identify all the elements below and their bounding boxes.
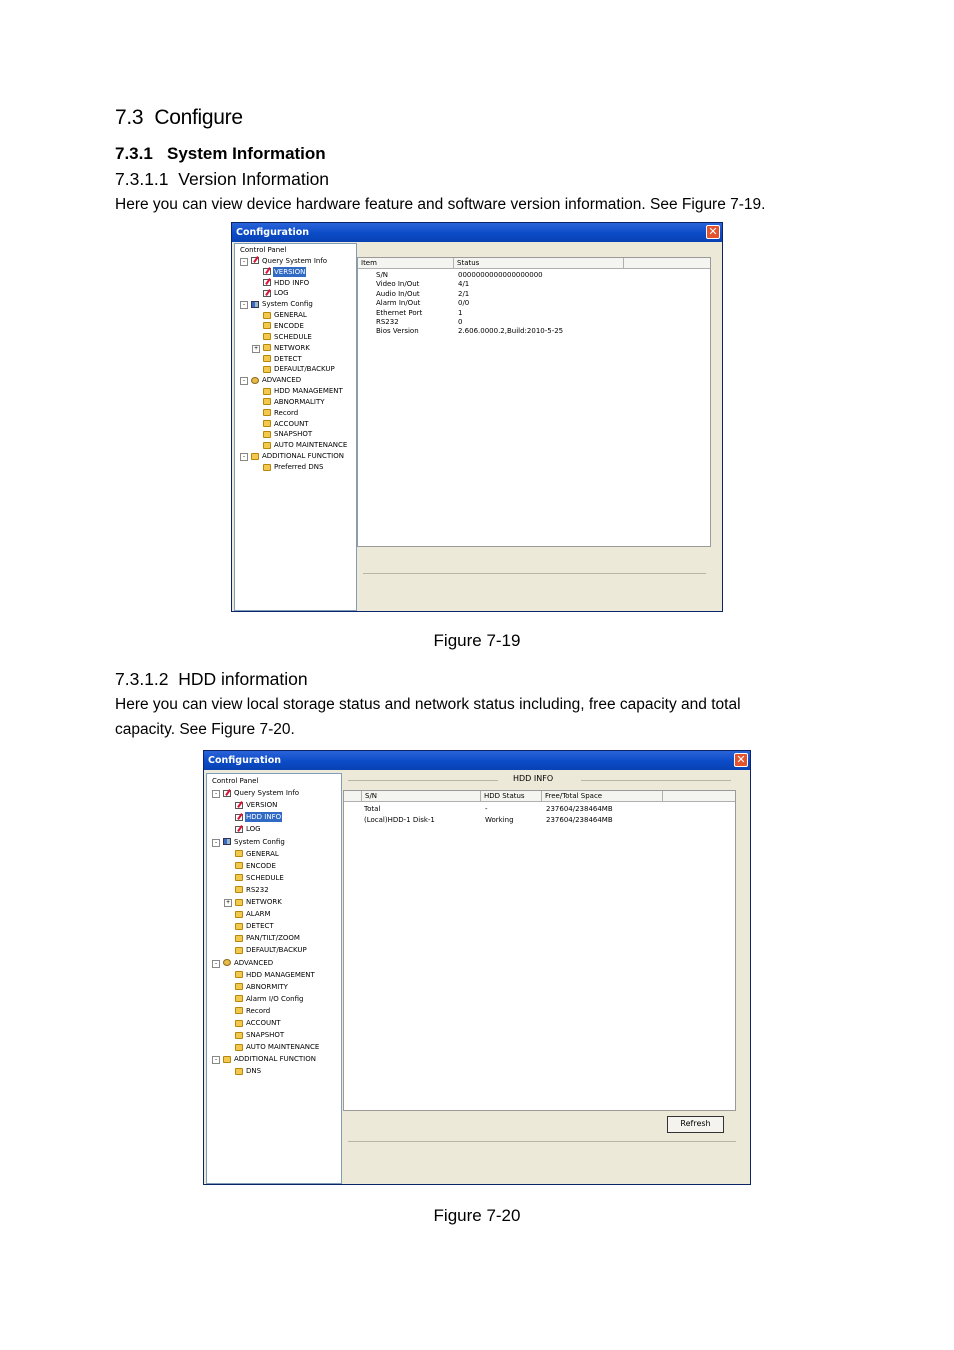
tree-item-label: VERSION	[274, 267, 306, 276]
folder-icon	[263, 366, 271, 373]
folder-icon	[263, 442, 271, 449]
collapse-icon[interactable]: -	[240, 258, 248, 266]
tree-item-record[interactable]	[263, 408, 299, 418]
column-header-item[interactable]: Item	[358, 258, 454, 269]
tree-item-label: HDD INFO	[246, 813, 282, 822]
tree-item-general[interactable]	[235, 849, 280, 859]
adv-icon	[223, 959, 231, 966]
folder-icon	[235, 1020, 243, 1027]
cfg-icon	[223, 838, 231, 845]
table-cell: S/N	[376, 271, 389, 279]
tree-item-advanced[interactable]	[223, 958, 274, 968]
table-cell: (Local)HDD-1 Disk-1	[364, 816, 435, 824]
tree-item-system-config[interactable]	[251, 299, 314, 309]
folder-icon	[235, 886, 243, 893]
folder-icon	[263, 344, 271, 351]
folder-icon	[235, 1007, 243, 1014]
edit-icon	[235, 814, 243, 821]
folder-icon	[235, 935, 243, 942]
table-cell: 2.606.0000.2,Build:2010-5-25	[458, 327, 564, 336]
tree-item-query-system-info[interactable]	[251, 256, 328, 266]
tree-item-rs232[interactable]	[235, 885, 270, 895]
tree-item-label: DNS	[246, 1067, 262, 1076]
folder-icon	[263, 322, 271, 329]
configuration-window-hdd	[203, 750, 751, 1185]
tree-item-detect[interactable]	[263, 354, 303, 364]
folder-icon	[263, 312, 271, 319]
folder-icon	[263, 355, 271, 362]
tree-item-hdd-info[interactable]	[235, 812, 282, 822]
configuration-window-version	[231, 222, 723, 612]
tree-item-record[interactable]	[235, 1006, 271, 1016]
subsection-heading	[115, 144, 326, 164]
tree-item-label: ACCOUNT	[274, 419, 309, 428]
tree-item-alarm-i-o-config[interactable]	[235, 994, 304, 1004]
section-heading	[115, 106, 243, 130]
divider	[363, 573, 706, 574]
edit-icon	[263, 290, 271, 297]
folder-icon	[235, 1032, 243, 1039]
table-cell: Total	[364, 805, 381, 813]
tree-item-label: AUTO MAINTENANCE	[274, 441, 348, 450]
tree-item-account[interactable]	[235, 1018, 282, 1028]
subsection-number: 7.3.1	[115, 144, 153, 163]
edit-icon	[263, 268, 271, 275]
window-titlebar[interactable]: Configuration	[232, 223, 722, 242]
divider	[348, 1141, 736, 1142]
table-cell: 0	[458, 318, 463, 326]
folder-icon	[235, 947, 243, 954]
tree-item-log[interactable]	[235, 824, 262, 834]
tree-item-label: HDD INFO	[274, 278, 310, 287]
table-cell: Alarm In/Out	[376, 299, 421, 308]
tree-item-label: NETWORK	[274, 343, 310, 352]
tree-item-version[interactable]	[263, 267, 306, 277]
tree-item-label: ENCODE	[246, 861, 276, 870]
tree-item-label: Control Panel	[212, 777, 259, 785]
tree-item-label: ACCOUNT	[246, 1019, 281, 1027]
folder-icon	[235, 850, 243, 857]
edit-icon	[251, 257, 259, 264]
column-header-empty	[624, 258, 711, 269]
table-cell: 237604/238464MB	[546, 816, 613, 824]
folder-icon	[263, 409, 271, 416]
folder-icon	[235, 1044, 243, 1051]
collapse-icon[interactable]: -	[212, 790, 220, 798]
folder-icon	[235, 862, 243, 869]
folder-icon	[263, 431, 271, 438]
folder-icon	[263, 388, 271, 395]
table-cell: 1	[458, 308, 463, 317]
collapse-icon[interactable]: -	[240, 377, 248, 385]
folder-icon	[235, 983, 243, 990]
tree-item-system-config[interactable]	[223, 837, 286, 847]
tree-item-label: Record	[274, 408, 299, 417]
collapse-icon[interactable]: -	[212, 1056, 220, 1064]
tree-item-alarm[interactable]	[235, 909, 272, 919]
tree-item-label: System Config	[234, 837, 285, 846]
folder-icon	[251, 453, 259, 460]
tree-item-label: ADVANCED	[262, 376, 302, 385]
tree-item-auto-maintenance[interactable]	[263, 440, 348, 450]
tree-item-network[interactable]	[263, 343, 311, 353]
table-cell: RS232	[376, 318, 399, 326]
tree-item-label: ADDITIONAL FUNCTION	[234, 1055, 316, 1064]
tree-item-default-backup[interactable]	[263, 364, 336, 374]
tree-item-hdd-management[interactable]	[235, 970, 316, 980]
tree-item-additional-function[interactable]	[251, 451, 345, 461]
tree-item-label: System Config	[262, 300, 313, 309]
subsection-title: System Information	[166, 144, 326, 163]
tree-item-account[interactable]	[263, 419, 310, 429]
version-title: Version Information	[178, 169, 330, 189]
tree-item-label: AUTO MAINTENANCE	[246, 1043, 320, 1052]
tree-item-pan-tilt-zoom[interactable]	[235, 933, 301, 943]
tree-item-label: ABNORMALITY	[274, 397, 325, 406]
folder-icon	[263, 420, 271, 427]
section-number: 7.3	[115, 106, 144, 129]
tree-item-label: NETWORK	[246, 898, 282, 906]
hdd-title: HDD information	[178, 669, 308, 689]
tree-item-label: DEFAULT/BACKUP	[274, 365, 335, 374]
tree-item-label: HDD MANAGEMENT	[246, 970, 315, 979]
tree-item-log[interactable]	[263, 288, 290, 298]
folder-icon	[235, 899, 243, 906]
folder-icon	[235, 874, 243, 881]
tree-item-label: VERSION	[246, 801, 278, 810]
tree-item-label: GENERAL	[246, 849, 279, 858]
tree-item-snapshot[interactable]	[235, 1030, 285, 1040]
close-button[interactable]: ✕	[734, 753, 748, 767]
edit-icon	[263, 279, 271, 286]
tree-item-label: SCHEDULE	[274, 332, 312, 341]
collapse-icon[interactable]: -	[212, 839, 220, 847]
tree-item-label: DETECT	[274, 354, 302, 363]
hdd-description-line2: capacity. See Figure 7-20.	[115, 721, 295, 738]
table-cell: 4/1	[458, 280, 470, 289]
tree-item-label: ABNORMITY	[246, 982, 288, 991]
version-description: Here you can view device hardware feature and software version information. See Figure 7-19.	[115, 196, 766, 213]
folder-icon	[223, 1056, 231, 1063]
tree-item-control-panel[interactable]	[239, 245, 287, 255]
tree-item-advanced[interactable]	[251, 375, 302, 385]
tree-item-hdd-info[interactable]	[263, 278, 310, 288]
table-cell: Audio In/Out	[376, 289, 420, 298]
adv-icon	[251, 377, 259, 384]
folder-icon	[263, 398, 271, 405]
folder-icon	[263, 333, 271, 340]
version-table	[357, 257, 711, 547]
figure-caption-7-20: Figure 7-20	[433, 1206, 521, 1225]
folder-icon	[263, 464, 271, 471]
window-titlebar[interactable]: Configuration	[204, 751, 750, 770]
table-cell: Video In/Out	[376, 280, 420, 289]
group-title-hdd-info: HDD INFO	[510, 774, 556, 783]
tree-item-label: PAN/TILT/ZOOM	[246, 934, 300, 943]
expand-icon[interactable]: +	[224, 899, 232, 907]
edit-icon	[235, 802, 243, 809]
column-header-sn[interactable]: S/N	[362, 791, 481, 802]
tree-item-label: SCHEDULE	[246, 873, 284, 882]
config-tree[interactable]	[206, 773, 342, 1184]
table-cell: Bios Version	[376, 327, 419, 336]
hdd-description-line1: Here you can view local storage status and network status including, free capacity and total	[115, 696, 741, 713]
tree-item-snapshot[interactable]	[263, 429, 313, 439]
group-line-left	[348, 780, 498, 781]
tree-item-default-backup[interactable]	[235, 945, 308, 955]
tree-item-detect[interactable]	[235, 921, 275, 931]
tree-item-encode[interactable]	[235, 861, 277, 871]
table-cell: Ethernet Port	[376, 308, 423, 317]
table-cell: 237604/238464MB	[546, 805, 613, 813]
tree-item-label: HDD MANAGEMENT	[274, 387, 343, 396]
tree-item-label: ADVANCED	[234, 958, 274, 967]
tree-item-schedule[interactable]	[263, 332, 313, 342]
tree-item-label: Control Panel	[240, 246, 287, 254]
close-button[interactable]: ✕	[706, 225, 720, 239]
tree-item-label: Record	[246, 1006, 271, 1015]
tree-item-abnormity[interactable]	[235, 982, 289, 992]
tree-item-label: GENERAL	[274, 311, 307, 320]
config-tree[interactable]	[234, 243, 357, 611]
tree-item-auto-maintenance[interactable]	[235, 1042, 320, 1052]
column-header-status[interactable]: Status	[454, 258, 624, 269]
tree-item-abnormality[interactable]	[263, 397, 326, 407]
edit-icon	[223, 790, 231, 797]
tree-item-schedule[interactable]	[235, 873, 285, 883]
tree-item-label: ENCODE	[274, 321, 304, 330]
hdd-table	[343, 790, 736, 1111]
tree-item-preferred-dns[interactable]	[263, 462, 324, 472]
tree-item-label: LOG	[274, 289, 289, 298]
tree-item-label: Query System Info	[234, 789, 300, 798]
tree-item-hdd-management[interactable]	[263, 386, 344, 396]
tree-item-label: SNAPSHOT	[274, 430, 313, 439]
tree-item-label: ADDITIONAL FUNCTION	[262, 452, 344, 461]
column-header-free-total[interactable]: Free/Total Space	[542, 791, 663, 802]
group-line-right	[581, 780, 731, 781]
figure-caption-7-19: Figure 7-19	[433, 631, 521, 650]
tree-item-general[interactable]	[263, 310, 308, 320]
tree-item-label: SNAPSHOT	[246, 1031, 285, 1040]
tree-item-label: Query System Info	[262, 256, 328, 265]
section-title: Configure	[154, 106, 243, 129]
folder-icon	[235, 911, 243, 918]
column-header-blank	[344, 791, 362, 802]
folder-icon	[235, 971, 243, 978]
hdd-heading	[115, 669, 308, 690]
tree-item-encode[interactable]	[263, 321, 305, 331]
table-cell: 0000000000000000000	[458, 271, 543, 279]
tree-item-label: DEFAULT/BACKUP	[246, 946, 307, 955]
tree-item-query-system-info[interactable]	[223, 788, 300, 798]
hdd-number: 7.3.1.2	[115, 669, 169, 689]
edit-icon	[235, 826, 243, 833]
table-cell: Working	[485, 816, 514, 824]
tree-item-network[interactable]	[235, 897, 283, 907]
table-cell: -	[485, 805, 488, 813]
refresh-button[interactable]: Refresh	[667, 1116, 724, 1133]
table-cell: 2/1	[458, 289, 470, 298]
collapse-icon[interactable]: -	[240, 301, 248, 309]
version-heading	[115, 169, 329, 190]
tree-item-label: Preferred DNS	[274, 463, 324, 471]
tree-item-version[interactable]	[235, 800, 278, 810]
collapse-icon[interactable]: -	[240, 453, 248, 461]
folder-icon	[235, 1068, 243, 1075]
tree-item-label: Alarm I/O Config	[246, 994, 304, 1003]
tree-item-label: ALARM	[246, 910, 271, 919]
column-header-hdd-status[interactable]: HDD Status	[481, 791, 542, 802]
expand-icon[interactable]: +	[252, 345, 260, 353]
column-header-empty	[663, 791, 736, 802]
cfg-icon	[251, 301, 259, 308]
table-cell: 0/0	[458, 299, 470, 308]
tree-item-dns[interactable]	[235, 1066, 262, 1076]
tree-item-label: LOG	[246, 825, 261, 834]
tree-item-additional-function[interactable]	[223, 1054, 317, 1064]
collapse-icon[interactable]: -	[212, 960, 220, 968]
folder-icon	[235, 995, 243, 1002]
tree-item-label: RS232	[246, 885, 269, 894]
version-number: 7.3.1.1	[115, 169, 169, 189]
tree-item-control-panel[interactable]	[211, 776, 259, 786]
folder-icon	[235, 923, 243, 930]
tree-item-label: DETECT	[246, 922, 274, 931]
